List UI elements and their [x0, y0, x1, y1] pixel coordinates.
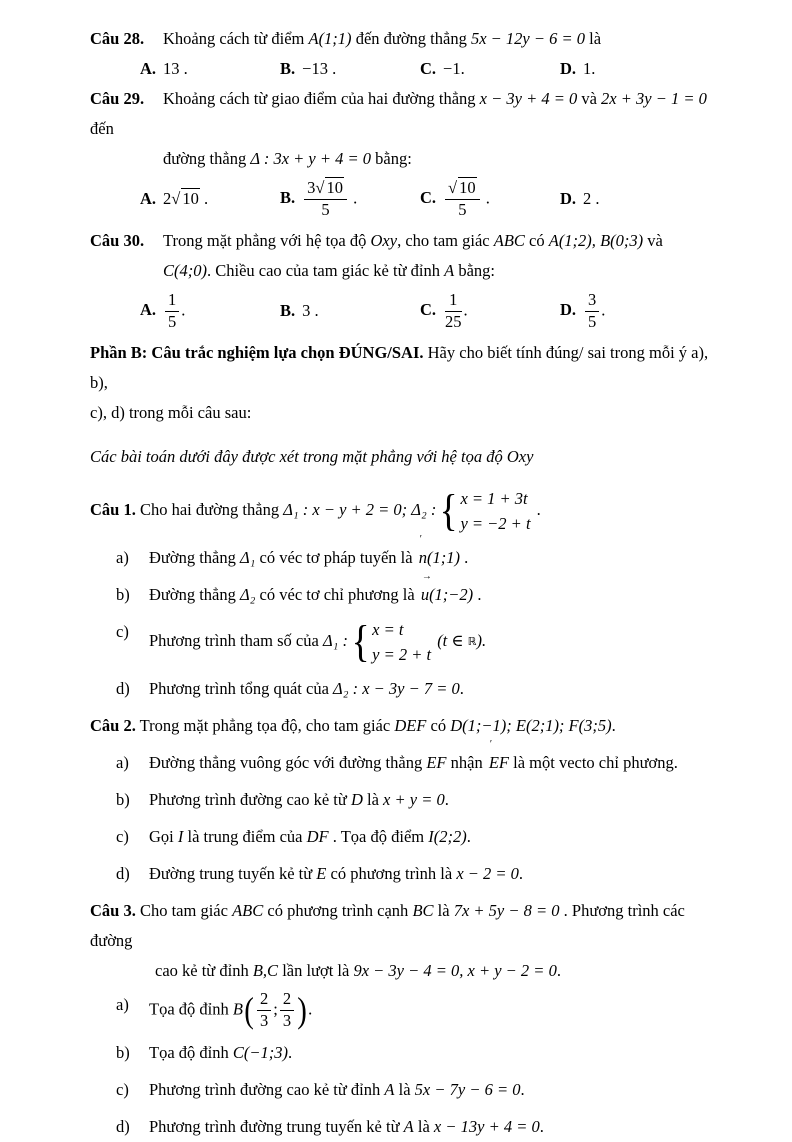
text-segment: . — [466, 826, 471, 846]
text-segment: . — [601, 300, 606, 320]
text-segment: có — [524, 230, 549, 250]
fraction-denominator: 5 — [321, 199, 330, 219]
fraction — [585, 291, 599, 332]
text-segment: Khoảng cách từ điểm — [163, 29, 309, 48]
equation-system — [438, 486, 530, 536]
item-text — [149, 785, 726, 815]
radical-sign: √ — [171, 189, 181, 209]
coef: 3 — [307, 178, 316, 197]
q3-stem-line2 — [155, 956, 726, 986]
text-segment: cao kẻ từ đỉnh — [155, 960, 253, 980]
q29-stem-line1 — [90, 84, 726, 144]
q29-stem-line2 — [163, 144, 726, 174]
option-d — [560, 54, 712, 84]
item-text — [149, 1038, 726, 1068]
math-segment: DF — [306, 826, 329, 846]
text-segment: Trong mặt phẳng tọa độ, cho tam giác — [135, 715, 395, 735]
text-segment: . — [181, 300, 186, 320]
right-paren: ) — [297, 989, 307, 1030]
fraction-numerator: 3 — [585, 291, 599, 312]
option-value: 2 . — [583, 189, 600, 209]
option-key: D. — [560, 189, 577, 209]
text-segment: là — [362, 789, 384, 809]
vector-base: EF — [488, 752, 509, 772]
option-b — [280, 303, 420, 320]
math-segment: x − 3y + 4 = 0 — [479, 89, 578, 108]
question-label: Câu 3. — [90, 900, 136, 920]
text-segment: đường thẳng — [163, 149, 251, 168]
math-segment: I(2;2) — [428, 826, 467, 846]
option-key: A. — [140, 189, 157, 209]
vector-base: u — [420, 584, 430, 604]
option-key: C. — [420, 188, 437, 208]
item-label: b) — [116, 789, 130, 809]
text-segment: Đường thẳng — [149, 584, 240, 604]
vector-symbol — [418, 533, 427, 573]
option-key: A. — [140, 300, 157, 320]
text-segment: Đường thẳng — [149, 547, 240, 567]
option-value: −13 . — [302, 59, 337, 78]
radical-sign: √ — [448, 178, 458, 197]
radicand: 10 — [326, 178, 343, 197]
math-segment: Δ₁ : — [322, 630, 348, 650]
option-value: 3 . — [302, 301, 319, 321]
item-text — [149, 533, 726, 573]
text-segment: Phương trình đường trung tuyến kẻ từ — [149, 1116, 404, 1136]
vector-mark: → — [421, 570, 432, 582]
fraction-denominator: 5 — [588, 311, 597, 331]
text-segment: . — [199, 189, 209, 209]
part-b-heading-line2 — [90, 398, 726, 428]
math-segment: 5x − 12y − 6 = 0 — [470, 29, 586, 48]
fraction-numerator: 2 — [280, 990, 294, 1011]
option-a — [140, 291, 280, 332]
radicand: 10 — [182, 189, 199, 209]
q2-item-c — [90, 822, 726, 852]
text-segment: đến đường thẳng — [351, 29, 471, 48]
text-segment: và — [643, 230, 663, 250]
q30-options — [140, 291, 726, 332]
question-label: Câu 30. — [90, 230, 145, 250]
option-a — [140, 54, 280, 84]
math-segment: EF — [426, 752, 447, 772]
option-value: 2 — [163, 189, 172, 209]
math-segment: C(4;0) — [163, 260, 207, 280]
q2-item-b — [90, 785, 726, 815]
item-text — [149, 570, 726, 610]
fraction — [165, 291, 179, 332]
text-segment: . Phương trình các đường — [90, 900, 685, 950]
fraction-numerator: 1 — [165, 291, 179, 312]
q30-stem-line1 — [90, 226, 726, 256]
system-row: y = −2 + t — [460, 513, 531, 533]
q3-item-a — [90, 990, 726, 1031]
item-text — [149, 617, 726, 667]
q1-item-a — [90, 533, 726, 573]
text-segment: . Chiều cao của tam giác kẻ từ đỉnh — [207, 260, 445, 280]
text-segment: nhận — [446, 752, 487, 772]
text-segment: Phương trình tổng quát của — [149, 678, 334, 698]
fraction-denominator: 5 — [168, 311, 177, 331]
item-label: b) — [116, 584, 130, 604]
option-value: −1. — [443, 59, 465, 78]
option-value: 1. — [583, 59, 596, 78]
text-segment: , cho tam giác — [397, 230, 494, 250]
item-label: d) — [116, 863, 130, 883]
vector-symbol — [488, 738, 509, 778]
text-segment: . — [459, 678, 464, 698]
text-segment: bằng: — [454, 260, 496, 280]
math-segment: I — [177, 826, 184, 846]
radical-sign: √ — [315, 178, 325, 197]
math-segment: Δ₂ : x − 3y − 7 = 0 — [333, 678, 460, 698]
option-d — [560, 191, 712, 208]
option-key: B. — [280, 59, 296, 78]
q3-item-c — [90, 1075, 726, 1105]
text-segment: là trung điểm của — [183, 826, 307, 846]
item-label: c) — [116, 826, 129, 846]
option-key: B. — [280, 301, 296, 321]
text-segment: ). — [476, 630, 487, 650]
q1-item-b — [90, 570, 726, 610]
part-b-heading-line1 — [90, 338, 726, 398]
q3-stem-line1 — [90, 896, 726, 956]
option-key: A. — [140, 59, 157, 78]
system-rows — [371, 617, 431, 667]
text-segment: . — [308, 999, 313, 1019]
text-segment: Hãy cho biết tính đúng/ sai trong mỗi ý a), b), — [90, 342, 709, 392]
math-segment: ABC — [493, 230, 525, 250]
math-segment: B — [232, 999, 243, 1019]
q30-stem-line2 — [163, 256, 726, 286]
option-key: C. — [420, 59, 437, 78]
item-text — [149, 674, 726, 704]
fraction — [445, 291, 462, 332]
item-text — [149, 990, 726, 1031]
vector-mark: ʹ — [419, 533, 422, 545]
text-segment: có véc tơ pháp tuyến là — [255, 547, 417, 567]
math-segment: BC — [412, 900, 434, 920]
q28-stem — [90, 24, 726, 54]
q1-item-c — [90, 617, 726, 667]
q1-item-d — [90, 674, 726, 704]
text-segment: . — [348, 188, 358, 208]
fraction-denominator: 25 — [445, 311, 462, 331]
text-segment: có véc tơ chỉ phương là — [255, 584, 419, 604]
text-segment: . — [463, 300, 468, 320]
math-segment: Δ₁ : x − y + 2 = 0; Δ₂ : — [283, 499, 437, 519]
text-segment: đến — [90, 119, 114, 138]
text-segment: . — [518, 863, 524, 883]
question-label: Câu 2. — [90, 715, 136, 735]
question-label: Câu 1. — [90, 499, 136, 519]
math-segment: DEF — [394, 715, 427, 735]
text-segment: Gọi — [149, 826, 178, 846]
item-text — [149, 822, 726, 852]
part-b-title: Phần B: Câu trắc nghiệm lựa chọn ĐÚNG/SAI. — [90, 342, 424, 362]
system-brace: { — [439, 486, 458, 536]
item-label: d) — [116, 678, 130, 698]
math-segment: E — [316, 863, 327, 883]
text-segment: . — [444, 789, 449, 809]
option-c — [420, 291, 560, 332]
item-label: a) — [116, 994, 129, 1014]
math-segment: A(1;1) — [308, 29, 352, 48]
text-segment: Phương trình đường cao kẻ từ đỉnh — [149, 1079, 385, 1099]
option-key: C. — [420, 300, 437, 320]
math-segment: x − 13y + 4 = 0 — [433, 1116, 540, 1136]
item-text — [149, 1075, 726, 1105]
text-segment: là — [394, 1079, 415, 1099]
item-label: c) — [116, 621, 129, 641]
option-key: B. — [280, 188, 296, 208]
q3-item-d — [90, 1112, 726, 1142]
left-paren: ( — [244, 989, 254, 1030]
equation-system — [350, 617, 431, 667]
option-c — [420, 54, 560, 84]
text-segment: bằng: — [371, 149, 412, 168]
fraction — [280, 990, 294, 1031]
text-segment: là — [585, 29, 602, 48]
option-b — [280, 179, 420, 220]
math-segment: 5x − 7y − 6 = 0 — [414, 1079, 521, 1099]
option-value: 13 . — [163, 59, 188, 78]
math-segment: Oxy — [506, 446, 534, 466]
math-segment: 7x + 5y − 8 = 0 — [453, 900, 560, 920]
item-text — [149, 738, 726, 778]
fraction-numerator — [445, 179, 480, 200]
q28-options — [140, 54, 726, 84]
text-segment: . — [288, 1042, 293, 1062]
text-segment: Cho tam giác — [135, 900, 233, 920]
math-segment: Δ₁ — [240, 547, 256, 567]
text-segment: Tọa độ đỉnh — [149, 999, 233, 1019]
math-segment: (1;−2) — [429, 584, 474, 604]
fraction-numerator: 2 — [257, 990, 271, 1011]
text-segment: (t ∈ — [433, 630, 468, 650]
q29-options — [140, 179, 726, 220]
system-row: y = 2 + t — [372, 644, 432, 664]
text-segment: là một vecto chỉ phương. — [509, 752, 678, 772]
option-key: D. — [560, 300, 577, 320]
option-d — [560, 291, 712, 332]
fraction-denominator: 5 — [458, 199, 467, 219]
text-segment: . Tọa độ điểm — [328, 826, 429, 846]
text-segment: Phương trình tham số của — [149, 630, 323, 650]
text-segment: . — [539, 1116, 544, 1136]
text-segment: . — [611, 715, 616, 735]
question-label: Câu 29. — [90, 89, 145, 108]
text-segment: Các bài toán dưới đây được xét trong mặt phẳng với hệ tọa độ — [90, 446, 507, 466]
item-label: d) — [116, 1116, 130, 1136]
math-segment: x − 2 = 0 — [456, 863, 519, 883]
text-segment: có — [426, 715, 451, 735]
system-brace: { — [351, 617, 370, 667]
option-a — [140, 191, 280, 208]
text-segment: c), d) trong mỗi câu sau: — [90, 402, 252, 422]
fraction — [304, 179, 347, 220]
text-segment: là — [433, 900, 454, 920]
fraction-denominator: 3 — [259, 1010, 269, 1030]
math-segment: ABC — [232, 900, 264, 920]
text-segment: Cho hai đường thẳng — [135, 499, 284, 519]
math-segment: A — [403, 1116, 414, 1136]
fraction-numerator — [304, 179, 347, 200]
fraction — [445, 179, 480, 220]
math-segment: B,C — [252, 960, 279, 980]
math-segment: Δ₂ — [240, 584, 256, 604]
math-segment: A — [384, 1079, 395, 1099]
text-segment: Trong mặt phẳng với hệ tọa độ — [163, 230, 371, 250]
fraction — [257, 990, 271, 1031]
question-label: Câu 28. — [90, 29, 145, 48]
item-text — [149, 859, 726, 889]
math-segment: Oxy — [370, 230, 398, 250]
text-segment: Đường trung tuyến kẻ từ — [149, 863, 317, 883]
system-row: x = 1 + 3t — [460, 488, 528, 508]
q1-stem — [90, 486, 726, 536]
math-segment: A — [444, 260, 455, 280]
text-segment: . — [532, 499, 541, 519]
q2-item-a — [90, 738, 726, 778]
text-segment: Tọa độ đỉnh — [149, 1042, 233, 1062]
text-segment: . — [481, 188, 490, 208]
item-text — [149, 1112, 726, 1142]
system-rows — [459, 486, 530, 536]
text-segment: Phương trình đường cao kẻ từ — [149, 789, 351, 809]
option-key: D. — [560, 59, 577, 78]
text-segment: lần lượt là — [278, 960, 354, 980]
item-label: a) — [116, 752, 129, 772]
math-segment: B(0;3) — [600, 230, 644, 250]
math-segment: D — [350, 789, 363, 809]
math-segment: x + y = 0 — [383, 789, 445, 809]
real-numbers-symbol: ℝ — [467, 634, 477, 648]
vector-symbol — [420, 570, 432, 610]
item-label: c) — [116, 1079, 129, 1099]
text-segment: và — [577, 89, 602, 108]
q2-stem — [90, 711, 726, 741]
text-segment: Khoảng cách từ giao điểm của hai đường thẳng — [163, 89, 480, 108]
item-label: a) — [116, 547, 129, 567]
fraction-numerator: 1 — [445, 291, 462, 312]
q2-item-d — [90, 859, 726, 889]
option-c — [420, 179, 560, 220]
radicand: 10 — [459, 178, 476, 197]
math-segment: A(1;2), — [548, 230, 596, 250]
math-segment: C(−1;3) — [232, 1042, 288, 1062]
fraction-denominator: 3 — [282, 1010, 292, 1030]
text-segment: . — [520, 1079, 525, 1099]
vector-base: n — [418, 547, 427, 567]
q3-item-b — [90, 1038, 726, 1068]
text-segment: Đường thẳng vuông góc với đường thẳng — [149, 752, 427, 772]
item-label: b) — [116, 1042, 130, 1062]
text-segment: là — [413, 1116, 434, 1136]
math-segment: (1;1) — [426, 547, 460, 567]
text-segment: . — [459, 547, 469, 567]
option-b — [280, 54, 420, 84]
math-segment: 9x − 3y − 4 = 0, x + y − 2 = 0 — [353, 960, 557, 980]
text-segment: có phương trình cạnh — [263, 900, 413, 920]
vector-mark: ʹ — [489, 738, 493, 750]
math-segment: 2x + 3y − 1 = 0 — [601, 89, 707, 108]
text-segment: . — [556, 960, 561, 980]
text-segment: có phương trình là — [326, 863, 457, 883]
separator: ; — [273, 999, 278, 1019]
coordinate-note — [90, 442, 726, 472]
text-segment: . — [473, 584, 482, 604]
math-segment: D(1;−1); E(2;1); F(3;5) — [450, 715, 612, 735]
system-row: x = t — [372, 619, 404, 639]
math-segment: Δ : 3x + y + 4 = 0 — [250, 149, 372, 168]
